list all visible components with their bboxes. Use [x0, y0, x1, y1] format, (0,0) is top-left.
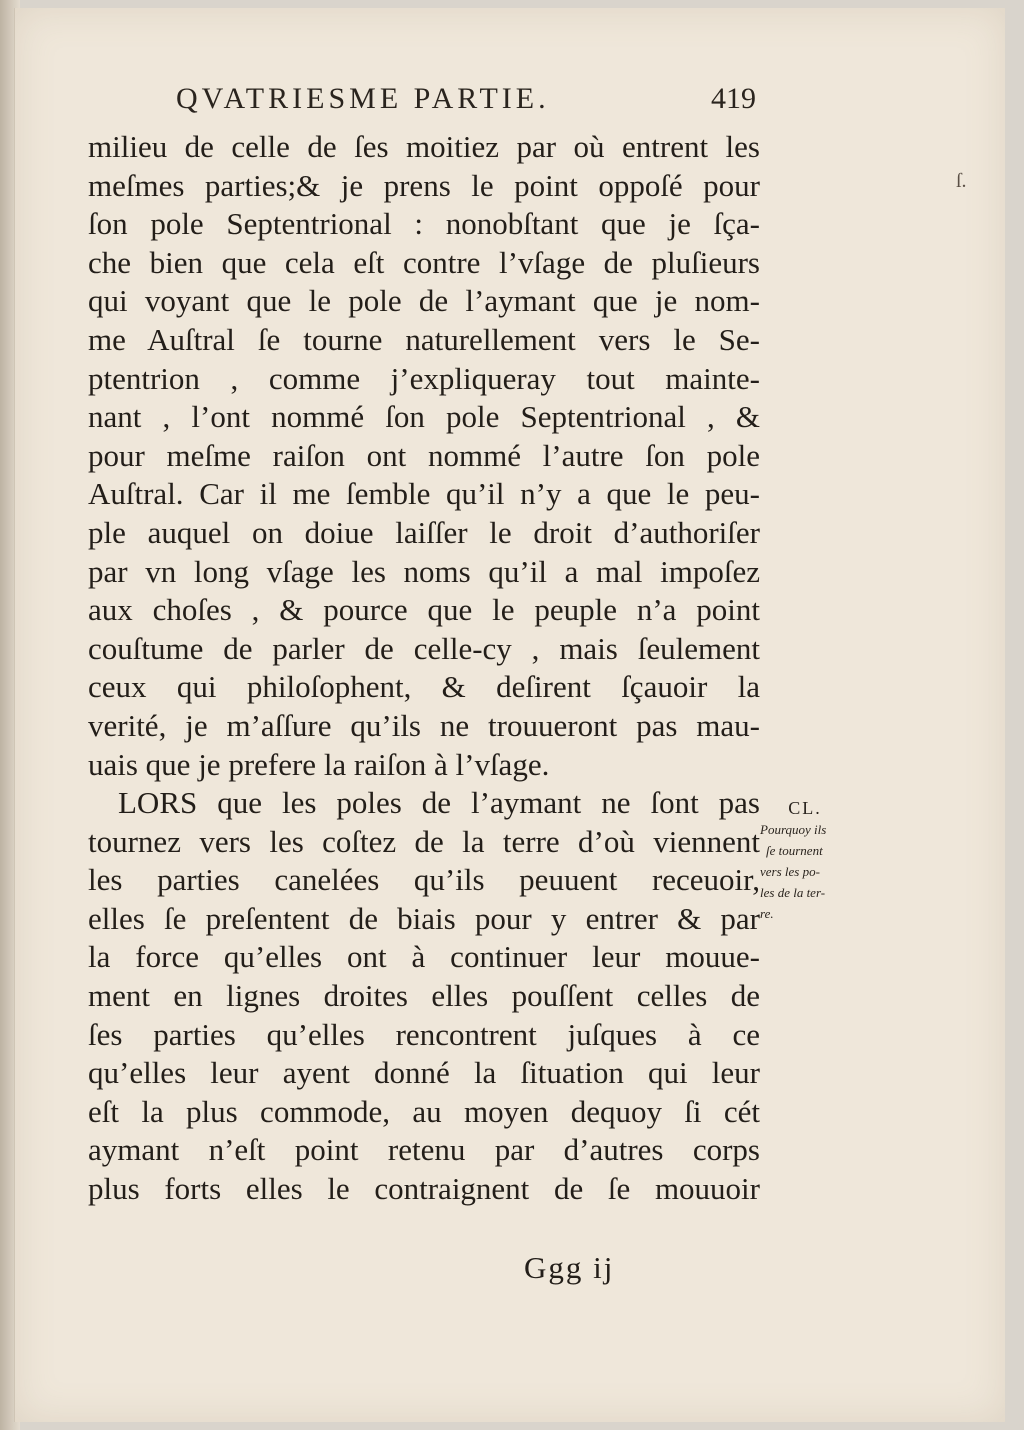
text-line: ſon pole Septentrional : nonobſtant que je ſça- [88, 206, 760, 242]
text-line: ptentrion , comme j’expliqueray tout mainte- [88, 360, 760, 396]
margin-note-line: re. [760, 906, 774, 921]
text-line: Auſtral. Car il me ſemble qu’il n’y a que le peu- [88, 476, 760, 512]
text-line: aux choſes , & pource que le peuple n’a point [88, 592, 760, 628]
text-line: meſmes parties;& je prens le point oppoſé pour [88, 167, 760, 203]
margin-note-line: ſe tournent [766, 843, 823, 858]
running-head [176, 82, 756, 122]
text-line: qui voyant que le pole de l’aymant que je nom- [88, 283, 760, 319]
page-number: 419 [711, 82, 756, 115]
text-line: ceux qui philoſophent, & deſirent ſçauoir la [88, 669, 760, 705]
text-line: par vn long vſage les noms qu’il a mal impoſez [88, 553, 760, 589]
corner-mark: ſ. [956, 170, 967, 192]
signature-mark: Ggg ij [524, 1250, 615, 1285]
text-line: ple auquel on doiue laiſſer le droit d’authoriſer [88, 514, 760, 550]
text-line: la force qu’elles ont à continuer leur mouue- [88, 939, 760, 975]
text-line: uais que je prefere la raiſon à l’vſage. [88, 746, 550, 782]
text-line: eſt la plus commode, au moyen dequoy ſi cét [88, 1093, 760, 1129]
text-line: verité, je m’aſſure qu’ils ne trouueront pas mau- [88, 707, 760, 743]
margin-note-line: vers les po- [760, 864, 820, 879]
text-line: couſtume de parler de celle-cy , mais ſeulement [88, 630, 760, 666]
text-line: qu’elles leur ayent donné la ſituation qui leur [88, 1055, 760, 1091]
text-line: nant , l’ont nommé ſon pole Septentrional , & [88, 399, 760, 435]
margin-note-line: les de la ter- [760, 885, 826, 900]
text-line: elles ſe preſentent de biais pour y entrer & par [88, 900, 760, 936]
text-line: milieu de celle de ſes moitiez par où entrent les [88, 129, 760, 164]
text-line: ment en lignes droites elles pouſſent celles de [88, 978, 760, 1014]
text-line: les parties canelées qu’ils peuuent receuoir, [88, 862, 760, 898]
text-line: tournez vers les coſtez de la terre d’où viennent [88, 823, 760, 859]
body-text [88, 128, 760, 1209]
margin-note-number: CL. [788, 798, 822, 818]
text-line: che bien que cela eſt contre l’vſage de pluſieurs [88, 244, 760, 280]
text-line: pour meſme raiſon ont nommé l’autre ſon pole [88, 437, 760, 473]
text-line: LORS que les poles de l’aymant ne ſont pas [118, 785, 760, 821]
text-line: aymant n’eſt point retenu par d’autres corps [88, 1132, 760, 1168]
margin-note-line: Pourquoy ils [760, 822, 827, 837]
margin-note [760, 798, 870, 924]
text-line: plus forts elles le contraignent de ſe mouuoir [88, 1171, 760, 1207]
running-head-title: QVATRIESME PARTIE. [176, 82, 550, 115]
text-line: me Auſtral ſe tourne naturellement vers le Se- [88, 321, 760, 357]
text-line: ſes parties qu’elles rencontrent juſques à ce [88, 1016, 760, 1052]
